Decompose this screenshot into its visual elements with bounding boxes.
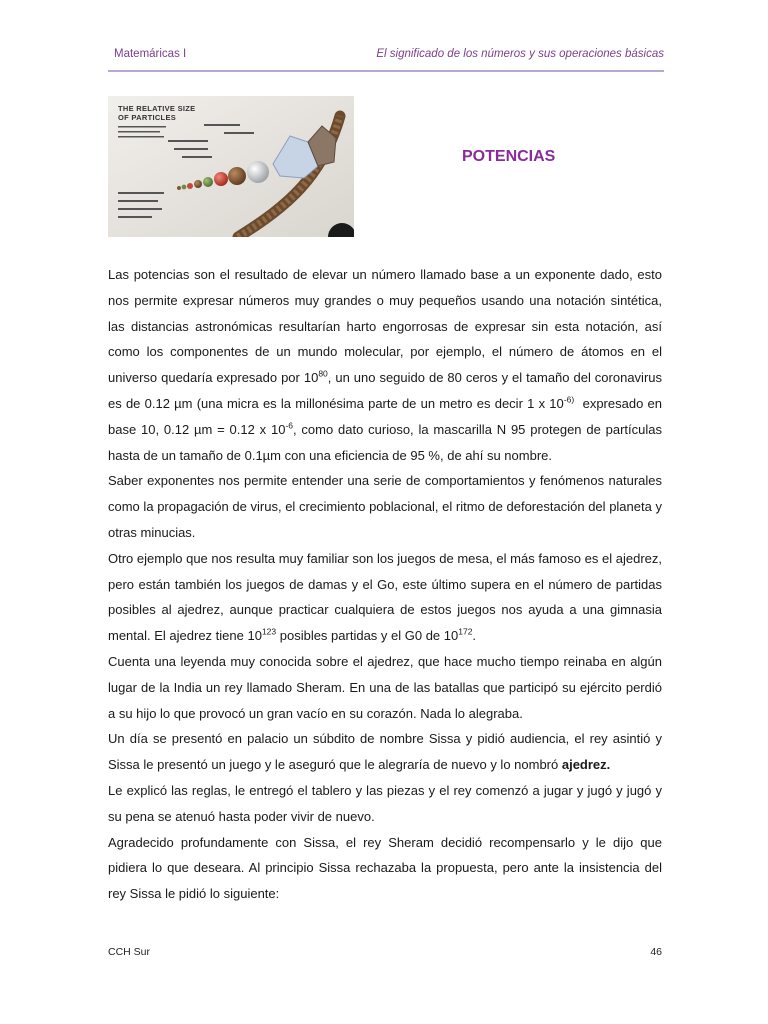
paragraph-5: [108, 726, 662, 778]
footer-school: CCH Sur: [108, 946, 151, 958]
p5-text-a: Un día se presentó en palacio un súbdito de nombre Sissa y pidió audiencia, el rey asintió y Sissa le presentó un juego y le aseguró que le alegraría de nuevo y lo nombró: [108, 731, 662, 773]
p1-text-a: Las potencias son el resultado de elevar un número llamado base a un exponente dado, esto nos permite expresar números muy grandes o muy pequeños usando una notación sintética, las distancias astronómicas resultarían harto engorrosas de expresar sin esta notación, así como los componentes de un mundo molecular, por ejemplo, el número de átomos en el universo quedaría expresado por 10: [108, 267, 662, 386]
paragraph-3: [108, 546, 662, 649]
paragraph-7: Agradecido profundamente con Sissa, el rey Sheram decidió recompensarlo y le dijo que pidiera lo que deseara. Al principio Sissa rechazaba la propuesta, pero ante la insistencia del rey Sissa le pidió lo siguiente:: [108, 834, 662, 902]
paragraph-2: Saber exponentes nos permite entender una serie de comportamientos y fenómenos naturales como la propagación de virus, el crecimiento poblacional, el ritmo de deforestación del planeta y otras minucias.: [108, 473, 662, 540]
p1-sup-c: -6: [285, 420, 293, 431]
p3-text-a: Otro ejemplo que nos resulta muy familiar son los juegos de mesa, el más famoso es el ajedrez, pero están también los juegos de damas y el Go, este último supera en el número de partidas posibles al ajedrez, aunque practicar cualquiera de estos juegos nos ayuda a una gimnasia mental. El ajedrez tiene 10: [108, 550, 662, 644]
section-title: POTENCIAS: [462, 148, 556, 165]
illustration-title-line-2: OF PARTICLES: [118, 113, 177, 122]
page-number: 46: [650, 946, 662, 958]
p3-text-c: .: [472, 628, 477, 644]
particles-size-illustration: [108, 96, 354, 237]
p1-sup-b: -6): [563, 394, 575, 405]
paragraph-6: Le explicó las reglas, le entregó el tablero y las piezas y el rey comenzó a jugar y jugó y jugó y su pena se atenuó hasta poder vivir de nuevo.: [108, 782, 662, 824]
p1-text-c: expresado en base 10, 0.12 µm = 0.12 x 10: [108, 395, 666, 437]
page-header: [108, 44, 664, 64]
p1-text-d: , como dato curioso, la mascarilla N 95 protegen de partículas hasta de un tamaño de 0.1µm con una eficiencia de 95 %, de ahí su nombre.: [108, 421, 662, 463]
p1-sup-a: 80: [318, 368, 328, 379]
p3-sup-b: 172: [458, 626, 473, 637]
p5-bold-term: ajedrez.: [561, 757, 611, 773]
paragraph-1: [108, 262, 666, 468]
header-course-title: Matemáricas I: [114, 48, 187, 60]
illustration-title: [118, 104, 208, 122]
body-text: [108, 262, 666, 907]
p3-text-b: posibles partidas y el G0 de 10: [276, 628, 459, 644]
p3-sup-a: 123: [261, 626, 277, 637]
header-divider: [108, 70, 664, 72]
paragraph-4: Cuenta una leyenda muy conocida sobre el ajedrez, que hace mucho tiempo reinaba en algún lugar de la India un rey llamado Sheram. En una de las batallas que participó su ejército perdió a su hijo lo que provocó un gran vacío en su corazón. Nada lo alegraba.: [108, 653, 662, 721]
illustration-title-line-1: THE RELATIVE SIZE: [118, 104, 196, 113]
p1-text-b: , un uno seguido de 80 ceros y el tamaño del coronavirus es de 0.12 µm (una micra es la millonésima parte de un metro es decir 1 x 10: [108, 370, 662, 411]
header-chapter-title: El significado de los números y sus operaciones básicas: [376, 48, 664, 60]
